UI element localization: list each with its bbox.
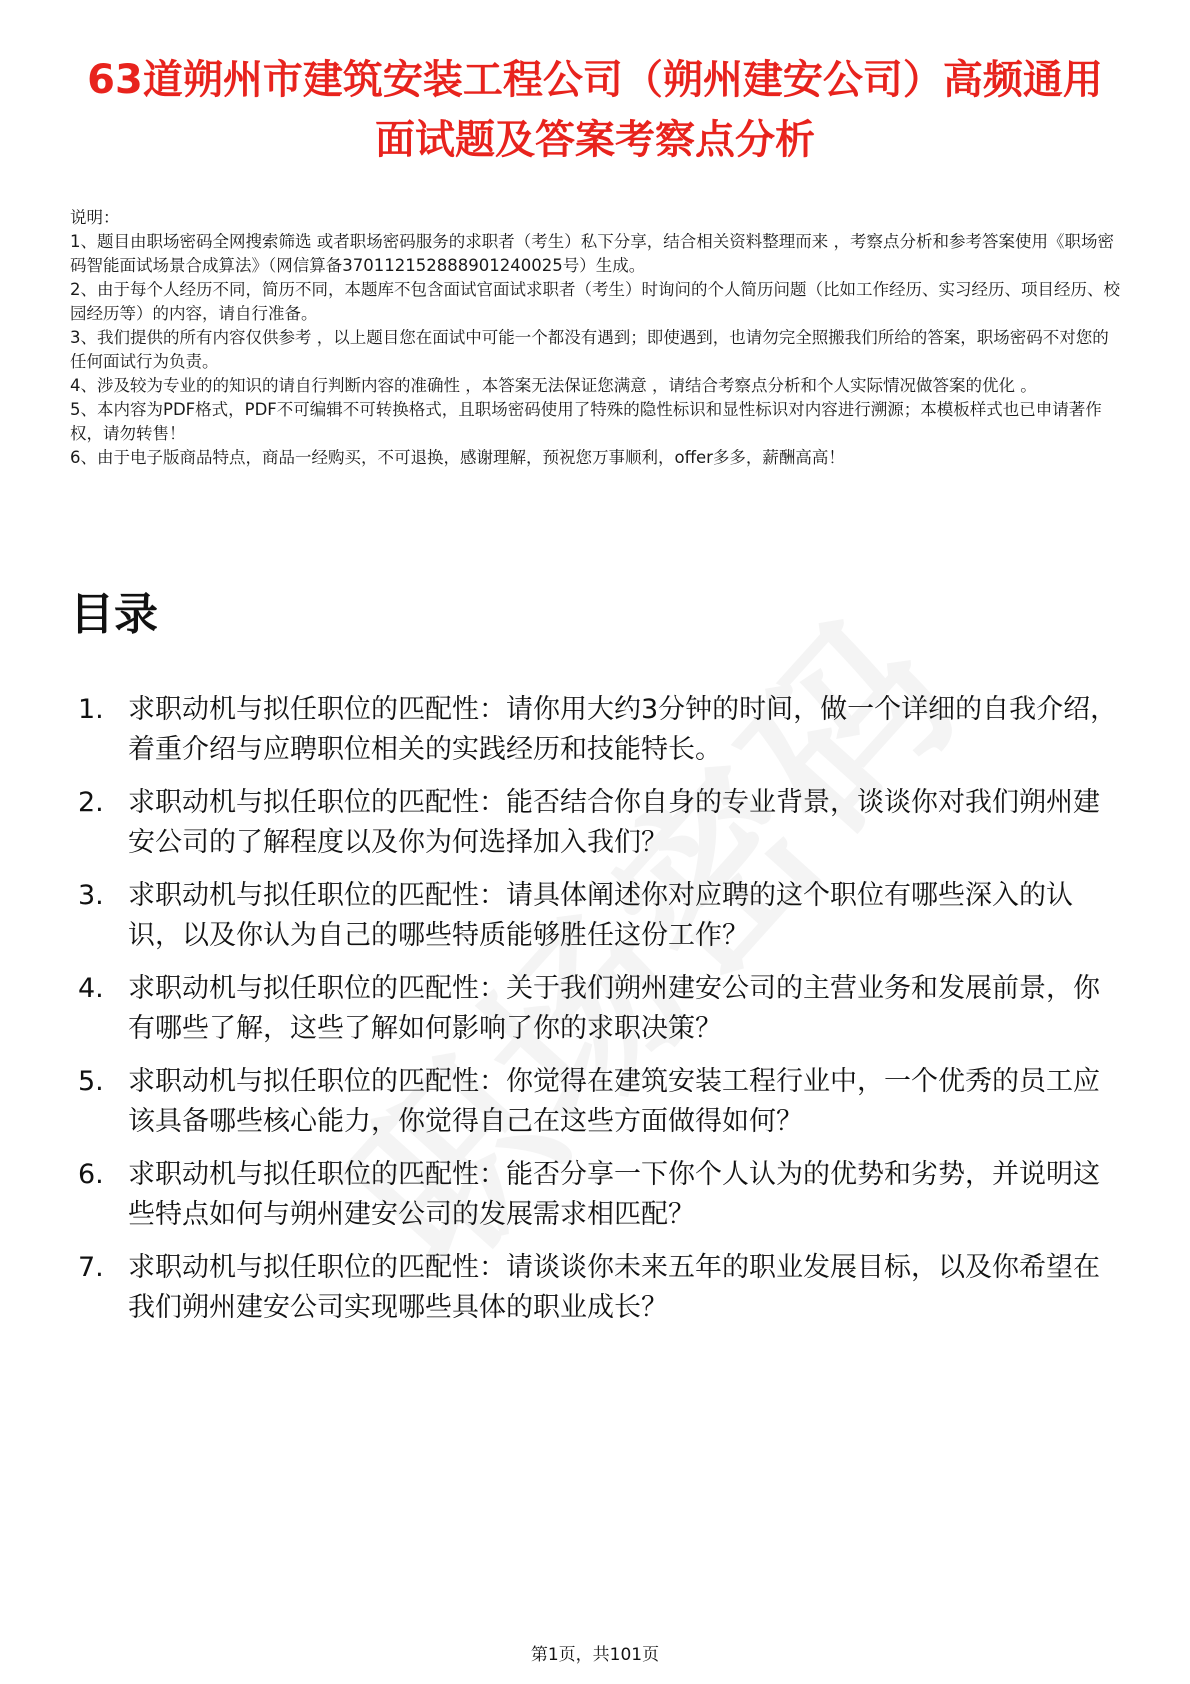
- toc-item-text: 求职动机与拟任职位的匹配性：请具体阐述你对应聘的这个职位有哪些深入的认识，以及你认为自己的哪些特质能够胜任这份工作？: [128, 880, 1073, 951]
- toc-item-number: 6.: [78, 1159, 104, 1190]
- toc-item-text: 求职动机与拟任职位的匹配性：能否结合你自身的专业背景，谈谈你对我们朔州建安公司的了解程度以及你为何选择加入我们？: [128, 787, 1100, 858]
- toc-item-number: 7.: [78, 1252, 104, 1283]
- toc-item[interactable]: [70, 969, 1125, 1049]
- toc-item[interactable]: [70, 1248, 1125, 1328]
- toc-item-number: 3.: [78, 880, 104, 911]
- note-item: 6、由于电子版商品特点，商品一经购买，不可退换，感谢理解，预祝您万事顺利，offer多多，薪酬高高！: [70, 448, 845, 467]
- toc-item-text: 求职动机与拟任职位的匹配性：请你用大约3分钟的时间，做一个详细的自我介绍，着重介绍与应聘职位相关的实践经历和技能特长。: [128, 694, 1118, 765]
- toc-item-text: 求职动机与拟任职位的匹配性：请谈谈你未来五年的职业发展目标，以及你希望在我们朔州建安公司实现哪些具体的职业成长？: [128, 1252, 1100, 1323]
- toc-list: [70, 690, 1125, 1341]
- note-item: 5、本内容为PDF格式，PDF不可编辑不可转换格式，且职场密码使用了特殊的隐性标识和显性标识对内容进行溯源；本模板样式也已申请著作权，请勿转售！: [70, 400, 1102, 443]
- note-item: 2、由于每个人经历不同，简历不同，本题库不包含面试官面试求职者（考生）时询问的个人简历问题（比如工作经历、实习经历、项目经历、校园经历等）的内容，请自行准备。: [70, 280, 1120, 323]
- toc-item-number: 2.: [78, 787, 104, 818]
- document-title: 63道朔州市建筑安装工程公司（朔州建安公司）高频通用面试题及答案考察点分析: [87, 57, 1103, 163]
- toc-item[interactable]: [70, 783, 1125, 863]
- note-item: 1、题目由职场密码全网搜索筛选 或者职场密码服务的求职者（考生）私下分享，结合相关资料整理而来 ，考察点分析和参考答案使用《职场密码智能面试场景合成算法》（网信算备370112152888901240025号）生成。: [70, 232, 1114, 275]
- toc-item-number: 4.: [78, 973, 104, 1004]
- toc-item[interactable]: [70, 1155, 1125, 1235]
- toc-item-number: 5.: [78, 1066, 104, 1097]
- toc-item-number: 1.: [78, 694, 104, 725]
- toc-item[interactable]: [70, 876, 1125, 956]
- page-number-footer: 第1页，共101页: [530, 1645, 660, 1665]
- toc-item-text: 求职动机与拟任职位的匹配性：关于我们朔州建安公司的主营业务和发展前景，你有哪些了解，这些了解如何影响了你的求职决策？: [128, 973, 1100, 1044]
- toc-item[interactable]: [70, 1062, 1125, 1142]
- toc-heading: 目录: [70, 589, 158, 640]
- note-item: 4、涉及较为专业的的知识的请自行判断内容的准确性 ，本答案无法保证您满意 ，请结合考察点分析和个人实际情况做答案的优化 。: [70, 376, 1037, 395]
- notes-section: [70, 206, 1120, 470]
- notes-heading: 说明：: [70, 208, 120, 227]
- toc-item-text: 求职动机与拟任职位的匹配性：你觉得在建筑安装工程行业中，一个优秀的员工应该具备哪些核心能力，你觉得自己在这些方面做得如何？: [128, 1066, 1100, 1137]
- toc-item[interactable]: [70, 690, 1125, 770]
- toc-item-text: 求职动机与拟任职位的匹配性：能否分享一下你个人认为的优势和劣势，并说明这些特点如何与朔州建安公司的发展需求相匹配？: [128, 1159, 1100, 1230]
- note-item: 3、我们提供的所有内容仅供参考 ，以上题目您在面试中可能一个都没有遇到；即使遇到，也请勿完全照搬我们所给的答案，职场密码不对您的任何面试行为负责。: [70, 328, 1109, 371]
